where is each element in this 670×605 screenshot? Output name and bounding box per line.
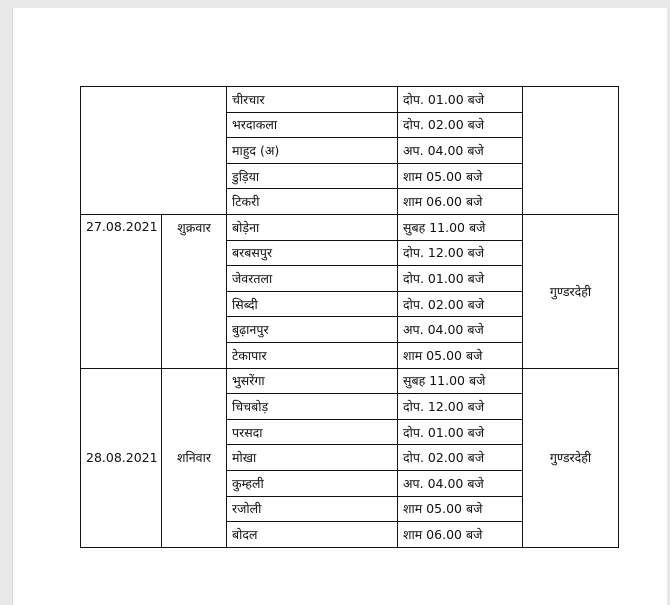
place-cell: डुड़िया [227, 163, 398, 189]
time-cell: अप. 04.00 बजे [398, 470, 523, 496]
place-cell: बोड़ेना [227, 214, 398, 240]
block-cell [523, 87, 619, 215]
time-cell: अप. 04.00 बजे [398, 138, 523, 164]
time-cell: दोप. 02.00 बजे [398, 112, 523, 138]
time-cell: दोप. 02.00 बजे [398, 291, 523, 317]
place-cell: कुम्हली [227, 470, 398, 496]
place-cell: भरदाकला [227, 112, 398, 138]
place-cell: टेकापार [227, 342, 398, 368]
document-page [12, 8, 667, 605]
schedule-table [80, 86, 619, 548]
time-cell: दोप. 12.00 बजे [398, 240, 523, 266]
schedule-body [81, 87, 619, 548]
place-cell: सिब्दी [227, 291, 398, 317]
time-cell: दोप. 02.00 बजे [398, 445, 523, 471]
block-cell: गुण्डरदेही [523, 214, 619, 368]
time-cell: शाम 05.00 बजे [398, 163, 523, 189]
date-cell [81, 87, 227, 215]
date-cell: 28.08.2021 [81, 368, 162, 547]
time-cell: सुबह 11.00 बजे [398, 214, 523, 240]
time-cell: शाम 05.00 बजे [398, 342, 523, 368]
place-cell: चिचबोड़ [227, 394, 398, 420]
time-cell: सुबह 11.00 बजे [398, 368, 523, 394]
day-cell: शनिवार [162, 368, 227, 547]
place-cell: बोदल [227, 522, 398, 548]
place-cell: माहुद (अ) [227, 138, 398, 164]
place-cell: बरबसपुर [227, 240, 398, 266]
time-cell: अप. 04.00 बजे [398, 317, 523, 343]
place-cell: रजोली [227, 496, 398, 522]
place-cell: जेवरतला [227, 266, 398, 292]
place-cell: मोखा [227, 445, 398, 471]
day-cell: शुक्रवार [162, 214, 227, 368]
time-cell: शाम 06.00 बजे [398, 522, 523, 548]
time-cell: दोप. 01.00 बजे [398, 419, 523, 445]
block-cell: गुण्डरदेही [523, 368, 619, 547]
place-cell: परसदा [227, 419, 398, 445]
date-cell: 27.08.2021 [81, 214, 162, 368]
table-row [81, 87, 619, 113]
time-cell: दोप. 01.00 बजे [398, 266, 523, 292]
place-cell: चीरचार [227, 87, 398, 113]
place-cell: बुढ़ानपुर [227, 317, 398, 343]
table-row [81, 368, 619, 394]
time-cell: दोप. 12.00 बजे [398, 394, 523, 420]
time-cell: दोप. 01.00 बजे [398, 87, 523, 113]
place-cell: टिकरी [227, 189, 398, 215]
place-cell: भुसरेंगा [227, 368, 398, 394]
table-row [81, 214, 619, 240]
time-cell: शाम 05.00 बजे [398, 496, 523, 522]
time-cell: शाम 06.00 बजे [398, 189, 523, 215]
